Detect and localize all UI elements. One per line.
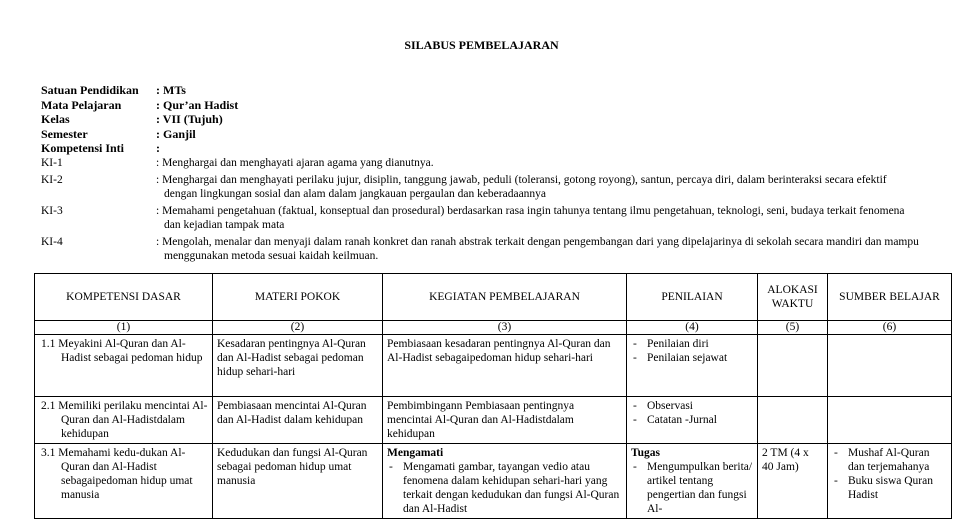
ki-row xyxy=(41,235,921,264)
column-number: (6) xyxy=(828,321,952,335)
info-value: : VII (Tujuh) xyxy=(156,112,223,126)
cell-sumber xyxy=(828,335,952,397)
info-value: : Ganjil xyxy=(156,126,196,141)
ki-row xyxy=(41,156,921,171)
table-row xyxy=(35,335,952,397)
column-number: (5) xyxy=(758,321,828,335)
cell-alokasi xyxy=(758,335,828,397)
cell-sumber xyxy=(828,397,952,444)
activity-heading: Mengamati xyxy=(387,447,444,459)
cell-materi: Pembiasaan mencintai Al-Quran dan Al-Hadist dalam kehidupan xyxy=(213,397,383,444)
header-kegiatan: KEGIATAN PEMBELAJARAN xyxy=(383,274,627,321)
core-competence-list xyxy=(41,156,921,266)
info-value: : Qur’an Hadist xyxy=(156,97,239,112)
ki-key: KI-2 xyxy=(41,173,63,186)
column-number: (1) xyxy=(35,321,213,335)
info-key: Satuan Pendidikan xyxy=(41,83,139,97)
ki-text: : Mengolah, menalar dan menyaji dalam ranah konkret dan ranah abstrak terkait dengan pengembangan dari yang dipelajarinya di sekolah secara mandiri dan mampu menggunakan metoda sesuai kaidah keilmuan. xyxy=(156,235,919,262)
info-row-class xyxy=(41,112,238,127)
identity-block xyxy=(41,83,238,156)
info-key: Mata Pelajaran xyxy=(41,97,122,112)
list-item: - Mengumpulkan berita/ artikel tentang pengertian dan fungsi Al- xyxy=(631,460,753,516)
cell-materi: Kedudukan dan fungsi Al-Quran sebagai pedoman hidup umat manusia xyxy=(213,444,383,519)
list-item: - Penilaian diri xyxy=(631,337,753,351)
ki-key: KI-4 xyxy=(41,235,63,248)
cell-alokasi xyxy=(758,397,828,444)
info-key: Kelas xyxy=(41,112,70,126)
header-sumber: SUMBER BELAJAR xyxy=(828,274,952,321)
info-value: : xyxy=(156,141,160,155)
table-row xyxy=(35,397,952,444)
cell-kd: 2.1 Memiliki perilaku mencintai Al-Quran dan Al-Hadistdalam kehidupan xyxy=(35,397,213,444)
ki-text: : Menghargai dan menghayati ajaran agama yang dianutnya. xyxy=(156,157,434,169)
ki-row xyxy=(41,173,921,202)
cell-kegiatan: Pembiasaan kesadaran pentingnya Al-Quran dan Al-Hadist sebagaipedoman hidup sehari-hari xyxy=(383,335,627,397)
header-materi-pokok: MATERI POKOK xyxy=(213,274,383,321)
list-item: - Mengamati gambar, tayangan vedio atau fenomena dalam kehidupan sehari-hari yang terkait dengan kedudukan dan fungsi Al-Quran dan Al-Hadist xyxy=(387,460,622,516)
cell-alokasi: 2 TM (4 x 40 Jam) xyxy=(758,444,828,519)
assessment-heading: Tugas xyxy=(631,447,660,459)
info-key: Semester xyxy=(41,126,88,141)
cell-kd: 3.1 Memahami kedu-dukan Al-Quran dan Al-Hadist sebagaipedoman hidup umat manusia xyxy=(35,444,213,519)
info-row-subject xyxy=(41,98,238,113)
header-kompetensi-dasar: KOMPETENSI DASAR xyxy=(35,274,213,321)
table-row xyxy=(35,444,952,519)
cell-sumber xyxy=(828,444,952,519)
column-number: (4) xyxy=(627,321,758,335)
info-key: Kompetensi Inti xyxy=(41,141,125,155)
list-item: - Mushaf Al-Quran dan terjemahanya xyxy=(832,446,947,474)
cell-penilaian xyxy=(627,335,758,397)
column-number: (3) xyxy=(383,321,627,335)
syllabus-table xyxy=(34,273,952,519)
column-number: (2) xyxy=(213,321,383,335)
column-number-row xyxy=(35,321,952,335)
info-row-school xyxy=(41,83,238,98)
ki-text: : Memahami pengetahuan (faktual, konseptual dan prosedural) berdasarkan rasa ingin tahunya tentang ilmu pengetahuan, teknologi, seni, budaya terkait fenomena dan kejadian tampak mata xyxy=(156,204,905,231)
list-item: - Observasi xyxy=(631,399,753,413)
page-title: SILABUS PEMBELAJARAN xyxy=(404,38,559,52)
cell-penilaian xyxy=(627,397,758,444)
info-row-core-competence xyxy=(41,141,238,156)
header-alokasi: ALOKASI WAKTU xyxy=(758,274,828,321)
info-row-semester xyxy=(41,127,238,142)
table-header-row xyxy=(35,274,952,321)
ki-key: KI-1 xyxy=(41,157,63,169)
list-item: - Penilaian sejawat xyxy=(631,351,753,365)
ki-key: KI-3 xyxy=(41,204,63,217)
ki-row xyxy=(41,204,921,233)
header-penilaian: PENILAIAN xyxy=(627,274,758,321)
cell-kd: 1.1 Meyakini Al-Quran dan Al-Hadist sebagai pedoman hidup xyxy=(35,335,213,397)
cell-materi: Kesadaran pentingnya Al-Quran dan Al-Hadist sebagai pedoman hidup sehari-hari xyxy=(213,335,383,397)
cell-penilaian xyxy=(627,444,758,519)
cell-kegiatan: Pembimbingann Pembiasaan pentingnya mencintai Al-Quran dan Al-Hadistdalam kehidupan xyxy=(383,397,627,444)
list-item: - Catatan -Jurnal xyxy=(631,413,753,427)
ki-text: : Menghargai dan menghayati perilaku jujur, disiplin, tanggung jawab, peduli (toleransi, gotong royong), santun, percaya diri, dalam berinteraksi secara efektif dengan lingkungan sosial dan alam dalam jangkauan pergaulan dan keberadaannya xyxy=(156,173,887,200)
list-item: - Buku siswa Quran Hadist xyxy=(832,474,947,502)
info-value: : MTs xyxy=(156,83,186,97)
cell-kegiatan xyxy=(383,444,627,519)
